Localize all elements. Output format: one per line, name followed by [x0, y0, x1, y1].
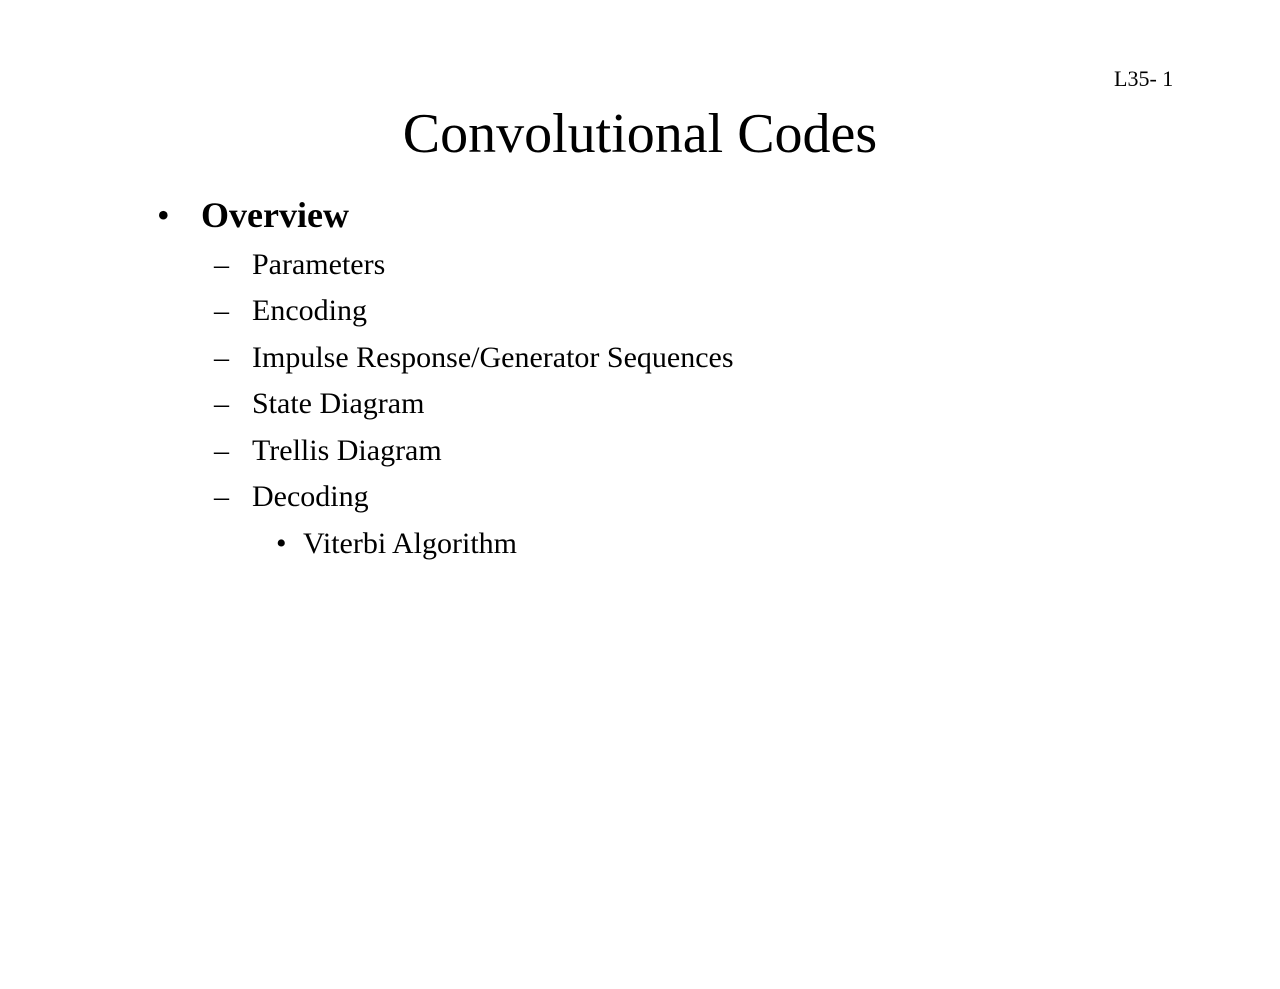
outline-item-label: State Diagram: [252, 387, 425, 420]
dash-marker: –: [214, 387, 229, 420]
dash-marker: –: [214, 294, 229, 327]
outline-subitem-label: Viterbi Algorithm: [303, 527, 518, 560]
dash-marker: –: [214, 248, 229, 281]
bullet-marker: •: [276, 527, 287, 560]
outline-item-label: Trellis Diagram: [252, 434, 442, 467]
dash-marker: –: [214, 434, 229, 467]
slide-number: L35- 1: [1114, 66, 1174, 91]
outline-item-label: Decoding: [252, 480, 369, 513]
outline-item-label: Parameters: [252, 248, 386, 281]
slide-title: Convolutional Codes: [402, 103, 878, 165]
dash-marker: –: [214, 480, 229, 513]
outline-heading-label: Overview: [201, 195, 349, 235]
dash-marker: –: [214, 341, 229, 374]
outline-item-label: Impulse Response/Generator Sequences: [252, 341, 734, 374]
bullet-marker: •: [157, 195, 170, 235]
outline-item-label: Encoding: [252, 294, 367, 327]
